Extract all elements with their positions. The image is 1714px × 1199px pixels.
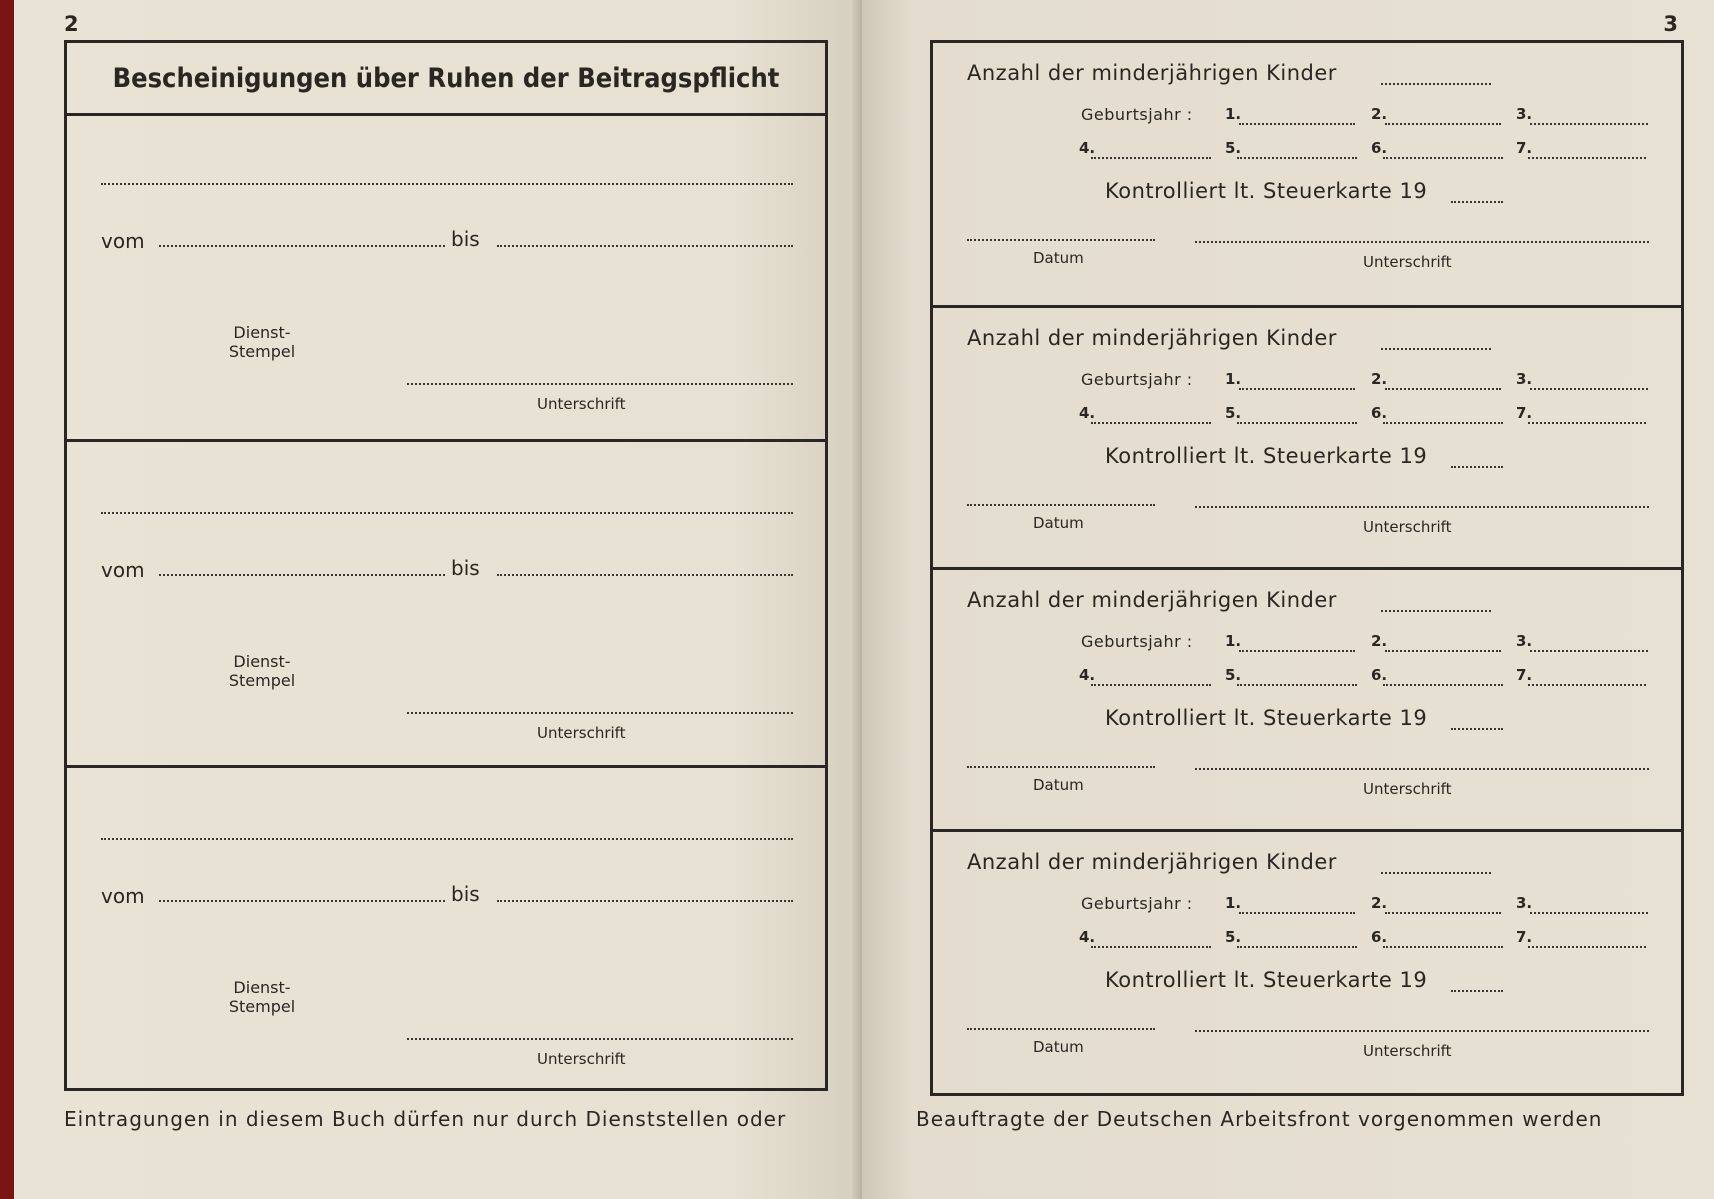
- child-number: 6.: [1371, 666, 1388, 684]
- child-number: 7.: [1516, 404, 1533, 422]
- suspension-entry: [67, 113, 825, 439]
- birth-year-line[interactable]: [1239, 912, 1355, 914]
- children-count-line[interactable]: [1381, 348, 1491, 350]
- date-label: Datum: [1033, 1038, 1084, 1056]
- to-date-line[interactable]: [497, 900, 793, 902]
- birth-year-line[interactable]: [1528, 422, 1646, 424]
- right-page: [862, 0, 1714, 1199]
- signature-label: Unterschrift: [537, 395, 626, 413]
- birth-year-label: Geburtsjahr :: [1081, 105, 1193, 124]
- to-date-line[interactable]: [497, 245, 793, 247]
- children-count-label: Anzahl der minderjährigen Kinder: [967, 326, 1337, 350]
- from-label: vom: [101, 884, 145, 908]
- birth-year-line[interactable]: [1091, 157, 1211, 159]
- birth-year-line[interactable]: [1385, 123, 1501, 125]
- date-label: Datum: [1033, 514, 1084, 532]
- to-label: bis: [451, 227, 480, 251]
- stamp-label: Dienst-: [233, 652, 291, 671]
- children-count-line[interactable]: [1381, 610, 1491, 612]
- child-number: 3.: [1516, 632, 1533, 650]
- children-entry: [933, 305, 1681, 567]
- from-date-line[interactable]: [159, 574, 445, 576]
- birth-year-label: Geburtsjahr :: [1081, 370, 1193, 389]
- birth-year-line[interactable]: [1528, 157, 1646, 159]
- tax-card-year-line[interactable]: [1451, 990, 1503, 992]
- birth-year-line[interactable]: [1239, 388, 1355, 390]
- date-label: Datum: [1033, 249, 1084, 267]
- child-number: 1.: [1225, 105, 1242, 123]
- birth-year-line[interactable]: [1091, 684, 1211, 686]
- children-count-line[interactable]: [1381, 83, 1491, 85]
- from-label: vom: [101, 558, 145, 582]
- tax-card-check-label: Kontrolliert lt. Steuerkarte 19: [1105, 444, 1428, 468]
- birth-year-line[interactable]: [1237, 422, 1357, 424]
- birth-year-line[interactable]: [1530, 912, 1648, 914]
- tax-card-year-line[interactable]: [1451, 466, 1503, 468]
- children-entry: [933, 567, 1681, 829]
- children-count-label: Anzahl der minderjährigen Kinder: [967, 850, 1337, 874]
- date-label: Datum: [1033, 776, 1084, 794]
- signature-label: Unterschrift: [1363, 1042, 1452, 1060]
- tax-card-check-label: Kontrolliert lt. Steuerkarte 19: [1105, 968, 1428, 992]
- service-stamp-area: [207, 652, 317, 690]
- page-number: 2: [64, 12, 79, 36]
- birth-year-line[interactable]: [1385, 388, 1501, 390]
- tax-card-check-label: Kontrolliert lt. Steuerkarte 19: [1105, 179, 1428, 203]
- child-number: 4.: [1079, 928, 1096, 946]
- children-count-label: Anzahl der minderjährigen Kinder: [967, 588, 1337, 612]
- birth-year-line[interactable]: [1239, 123, 1355, 125]
- signature-label: Unterschrift: [537, 1050, 626, 1068]
- birth-year-line[interactable]: [1530, 388, 1648, 390]
- child-number: 5.: [1225, 928, 1242, 946]
- description-line[interactable]: [101, 838, 793, 840]
- child-number: 2.: [1371, 105, 1388, 123]
- signature-label: Unterschrift: [1363, 780, 1452, 798]
- to-label: bis: [451, 556, 480, 580]
- stamp-label: Stempel: [228, 342, 296, 361]
- tax-card-check-label: Kontrolliert lt. Steuerkarte 19: [1105, 706, 1428, 730]
- suspension-entry: [67, 439, 825, 765]
- tax-card-year-line[interactable]: [1451, 201, 1503, 203]
- left-page: [14, 0, 862, 1199]
- birth-year-line[interactable]: [1383, 684, 1503, 686]
- date-line[interactable]: [967, 766, 1155, 768]
- child-number: 6.: [1371, 139, 1388, 157]
- children-entry: [933, 43, 1681, 305]
- signature-line[interactable]: [407, 712, 793, 714]
- stamp-label: Stempel: [228, 671, 296, 690]
- children-entry: [933, 829, 1681, 1093]
- signature-label: Unterschrift: [1363, 253, 1452, 271]
- children-count-line[interactable]: [1381, 872, 1491, 874]
- description-line[interactable]: [101, 512, 793, 514]
- signature-line[interactable]: [407, 1038, 793, 1040]
- date-line[interactable]: [967, 239, 1155, 241]
- birth-year-line[interactable]: [1383, 946, 1503, 948]
- birth-year-line[interactable]: [1528, 946, 1646, 948]
- child-number: 1.: [1225, 370, 1242, 388]
- signature-line[interactable]: [407, 383, 793, 385]
- service-stamp-area: [207, 978, 317, 1016]
- child-number: 2.: [1371, 894, 1388, 912]
- footer-text: Eintragungen in diesem Buch dürfen nur durch Dienststellen oder: [64, 1107, 787, 1131]
- signature-line[interactable]: [1195, 506, 1649, 508]
- contribution-suspension-form: [64, 40, 828, 1091]
- child-number: 2.: [1371, 370, 1388, 388]
- page-number: 3: [1663, 12, 1678, 36]
- suspension-entry: [67, 765, 825, 1068]
- child-number: 3.: [1516, 105, 1533, 123]
- form-title: Bescheinigungen über Ruhen der Beitragspflicht: [67, 43, 825, 116]
- signature-line[interactable]: [1195, 768, 1649, 770]
- birth-year-line[interactable]: [1530, 123, 1648, 125]
- child-number: 4.: [1079, 404, 1096, 422]
- child-number: 1.: [1225, 894, 1242, 912]
- stamp-label: Dienst-: [233, 323, 291, 342]
- description-line[interactable]: [101, 183, 793, 185]
- child-number: 5.: [1225, 666, 1242, 684]
- birth-year-line[interactable]: [1239, 650, 1355, 652]
- birth-year-line[interactable]: [1530, 650, 1648, 652]
- child-number: 7.: [1516, 139, 1533, 157]
- from-date-line[interactable]: [159, 900, 445, 902]
- children-count-label: Anzahl der minderjährigen Kinder: [967, 61, 1337, 85]
- signature-label: Unterschrift: [537, 724, 626, 742]
- stamp-label: Stempel: [228, 997, 296, 1016]
- birth-year-label: Geburtsjahr :: [1081, 632, 1193, 651]
- child-number: 6.: [1371, 928, 1388, 946]
- birth-year-line[interactable]: [1091, 946, 1211, 948]
- birth-year-line[interactable]: [1385, 912, 1501, 914]
- tax-card-year-line[interactable]: [1451, 728, 1503, 730]
- service-stamp-area: [207, 323, 317, 361]
- birth-year-line[interactable]: [1383, 422, 1503, 424]
- date-line[interactable]: [967, 1028, 1155, 1030]
- to-date-line[interactable]: [497, 574, 793, 576]
- to-label: bis: [451, 882, 480, 906]
- birth-year-label: Geburtsjahr :: [1081, 894, 1193, 913]
- birth-year-line[interactable]: [1237, 157, 1357, 159]
- children-count-form: [930, 40, 1684, 1096]
- signature-line[interactable]: [1195, 1030, 1649, 1032]
- signature-line[interactable]: [1195, 241, 1649, 243]
- birth-year-line[interactable]: [1383, 157, 1503, 159]
- child-number: 2.: [1371, 632, 1388, 650]
- child-number: 1.: [1225, 632, 1242, 650]
- child-number: 4.: [1079, 666, 1096, 684]
- child-number: 4.: [1079, 139, 1096, 157]
- date-line[interactable]: [967, 504, 1155, 506]
- child-number: 7.: [1516, 928, 1533, 946]
- birth-year-line[interactable]: [1528, 684, 1646, 686]
- birth-year-line[interactable]: [1091, 422, 1211, 424]
- footer-text: Beauftragte der Deutschen Arbeitsfront vorgenommen werden: [916, 1107, 1603, 1131]
- child-number: 3.: [1516, 894, 1533, 912]
- birth-year-line[interactable]: [1237, 684, 1357, 686]
- child-number: 6.: [1371, 404, 1388, 422]
- child-number: 5.: [1225, 139, 1242, 157]
- child-number: 7.: [1516, 666, 1533, 684]
- from-date-line[interactable]: [159, 245, 445, 247]
- child-number: 3.: [1516, 370, 1533, 388]
- stamp-label: Dienst-: [233, 978, 291, 997]
- from-label: vom: [101, 229, 145, 253]
- signature-label: Unterschrift: [1363, 518, 1452, 536]
- child-number: 5.: [1225, 404, 1242, 422]
- birth-year-line[interactable]: [1237, 946, 1357, 948]
- birth-year-line[interactable]: [1385, 650, 1501, 652]
